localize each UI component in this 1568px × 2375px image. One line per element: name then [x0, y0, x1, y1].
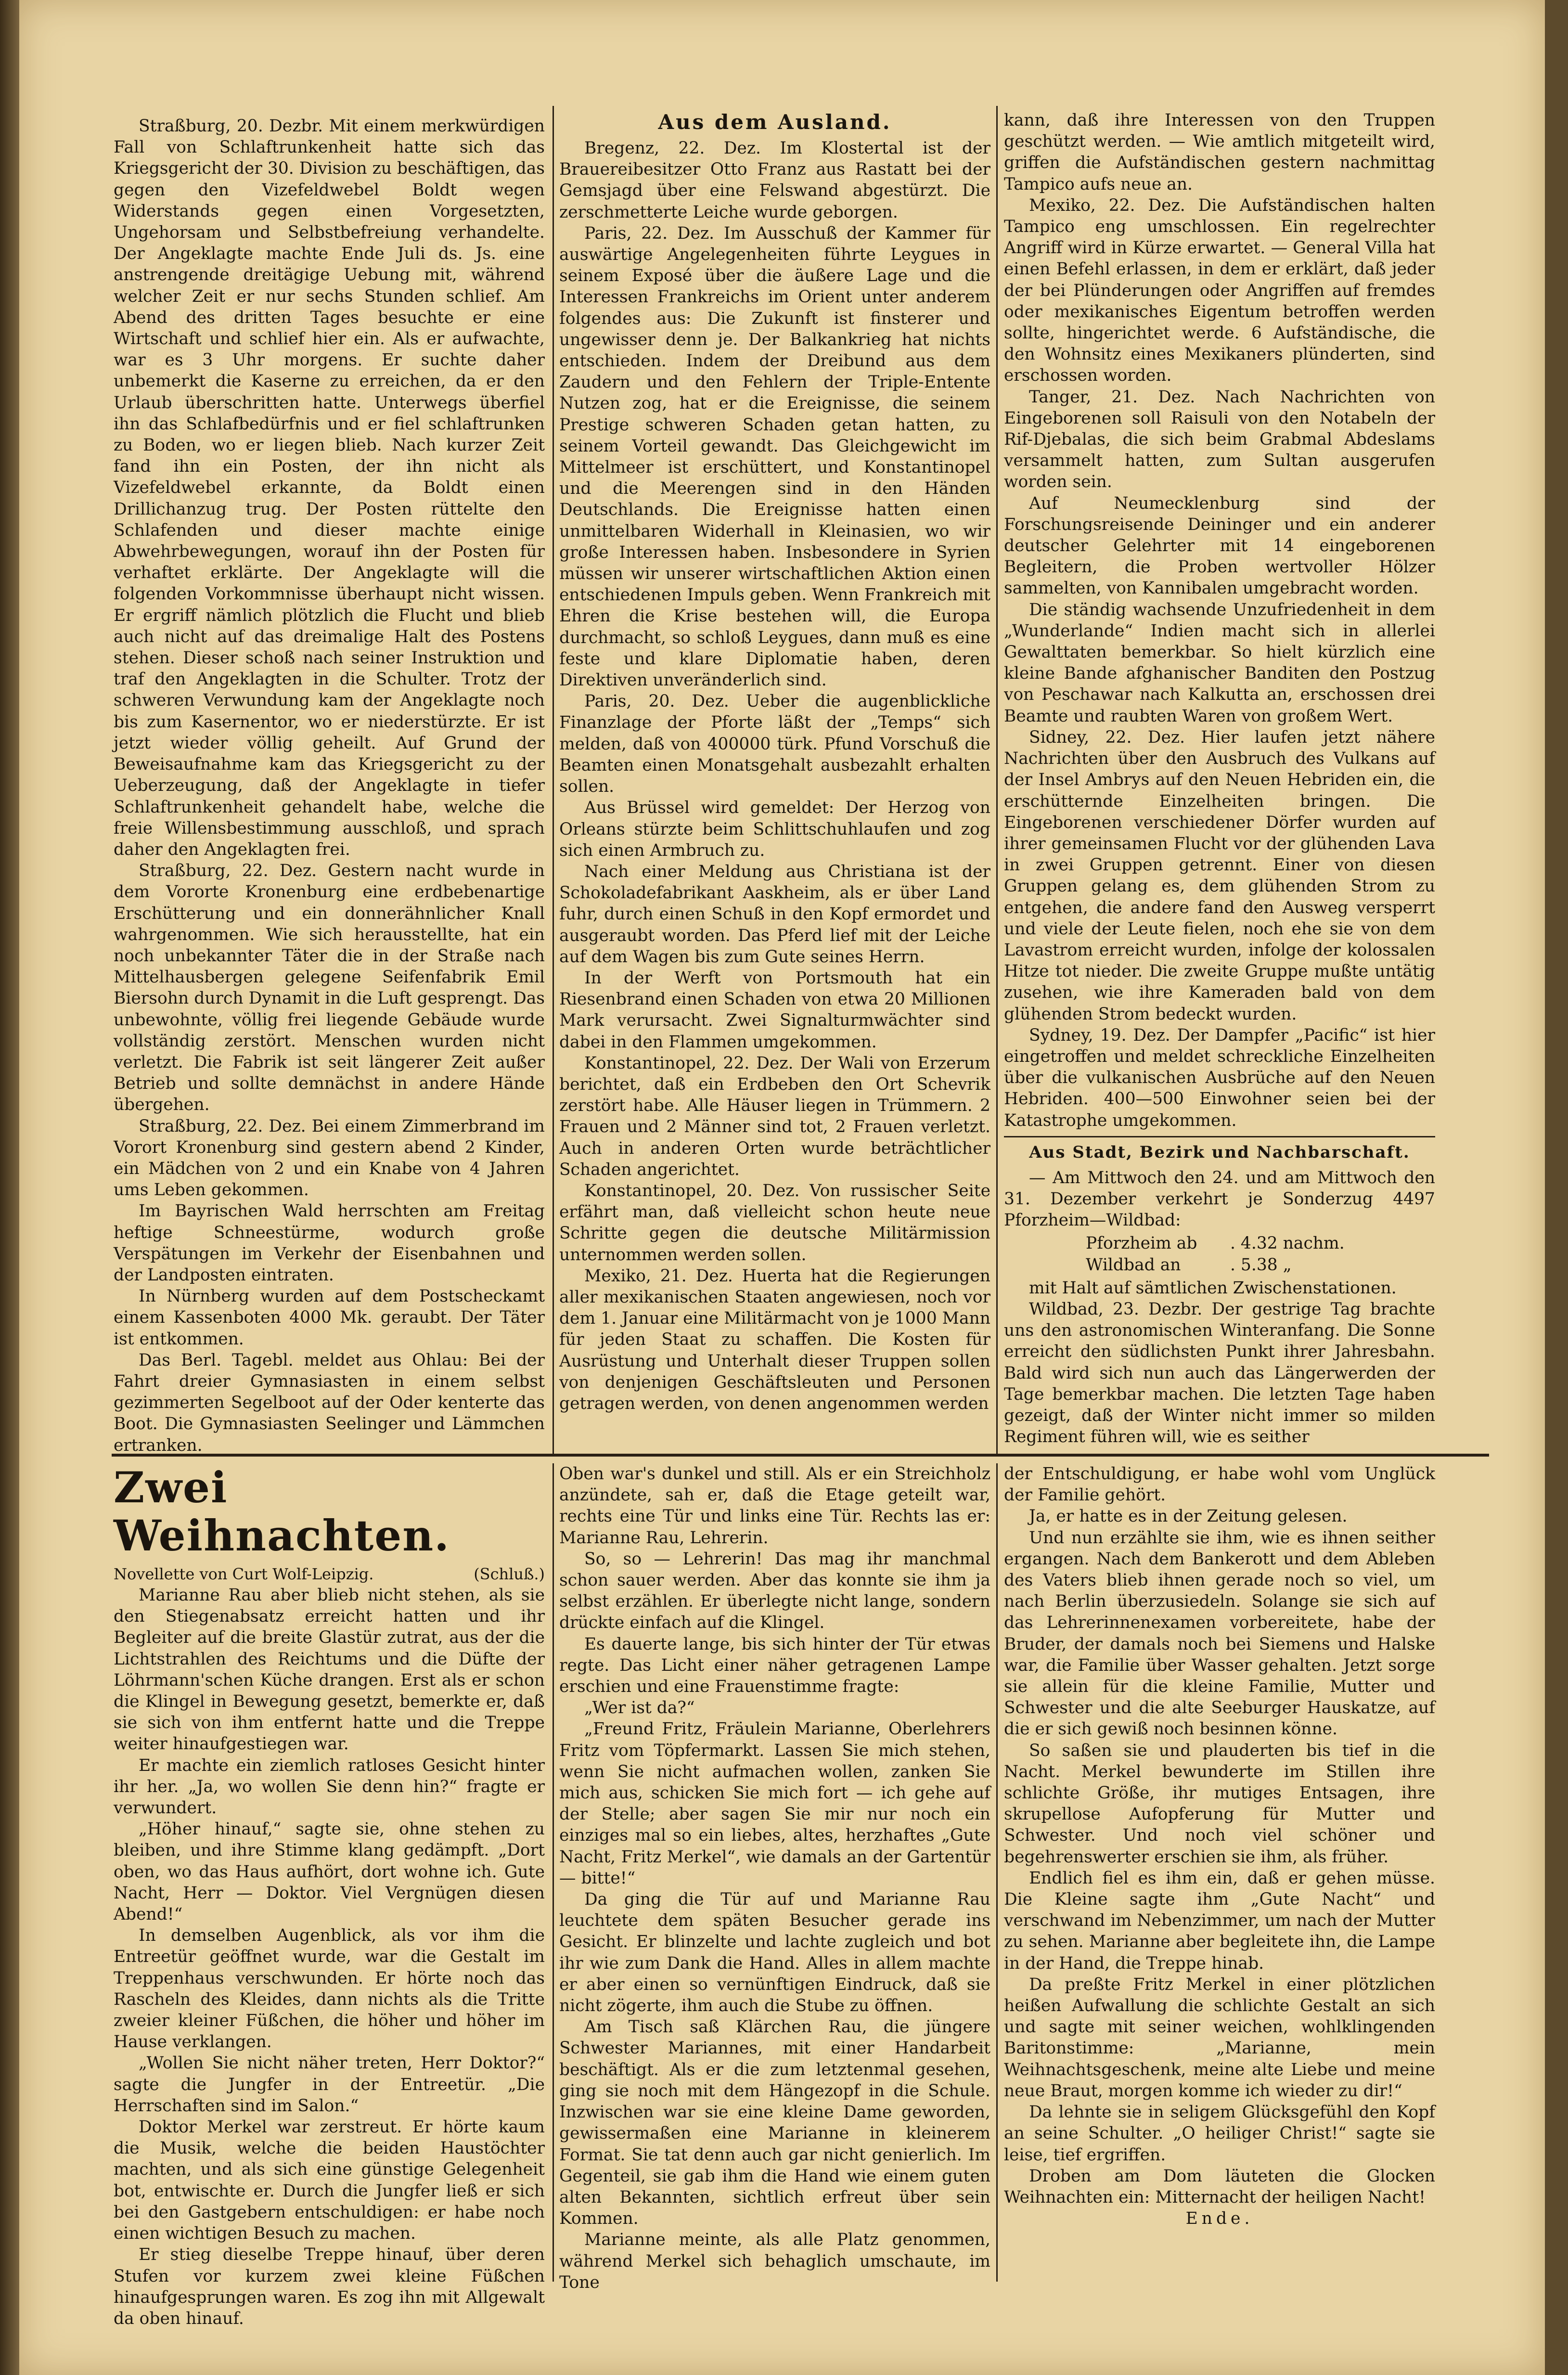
article-konstantinopel-1: Konstantinopel, 22. Dez. Der Wali von Erzerum berichtet, daß ein Erdbeben den Ort Schevrik zerstört habe. Alle Häuser liegen in Trümmern. 2 Frauen und 2 Männer sind tot, 2 Frauen verletzt. Auch in anderen Orten wurde beträchtlicher Schaden angerichtet. — [559, 1053, 990, 1179]
article-strassburg-1: Straßburg, 20. Dezbr. Mit einem merkwürdigen Fall von Schlaftrunkenheit hatte sich das Kriegsgericht der 30. Division zu beschäftigen, das gegen den Vizefeldwebel Boldt wegen Widerstands gegen einen Vorgesetzten, Ungehorsam und Selbstbefreiung verhandelte. Der Angeklagte machte Ende Juli ds. Js. eine anstrengende dreitägige Uebung mit, während welcher Zeit er nur sechs Stunden schlief. Am Abend des dritten Tages besuchte er eine Wirtschaft und schlief hier ein. Als er aufwachte, war es 3 Uhr morgens. Er suchte daher unbemerkt die Kaserne zu erreichen, da er den Urlaub überschritten hatte. Unterwegs überfiel ihn das Schlafbedürfnis und er fiel schlaftrunken zu Boden, wo er liegen blieb. Nach kurzer Zeit fand ihn ein Posten, der ihn nicht als Vizefeldwebel erkannte, da Boldt einen Drillichanzug trug. Der Posten rüttelte den Schlafenden und dieser machte einige Abwehrbewegungen, worauf ihn der Posten für verhaftet erklärte. Der Angeklagte will die folgenden Vorkommnisse überhaupt nicht wissen. Er ergriff nämlich plötzlich die Flucht und blieb auch nicht auf das dreimalige Halt des Postens stehen. Dieser schoß nach seiner Instruktion und traf den Angeklagten in die Schulter. Trotz der schweren Verwundung kam der Angeklagte noch bis zum Kasernentor, wo er niederstürzte. Er ist jetzt wieder völlig geheilt. Auf Grund der Beweisaufnahme kam das Kriegsgericht zu der Ueberzeugung, daß der Angeklagte in tiefer Schlaftrunkenheit gehandelt habe, welche die freie Willensbestimmung ausschloß, und sprach daher den Angeklagten frei. — [114, 116, 545, 859]
story-paragraph: „Höher hinauf,“ sagte sie, ohne stehen zu bleiben, und ihre Stimme klang gedämpft. „Dort oben, wo das Haus aufhört, dort wohne ich. Gute Nacht, Herr — Doktor. Viel Vergnügen diesen Abend!“ — [114, 1820, 545, 1924]
article-neumecklenburg: Auf Neumecklenburg sind der Forschungsreisende Deininger und ein anderer deutscher Gelehrter mit 14 eingeborenen Begleitern, die Proben wertvoller Hölzer sammelten, von Kannibalen umgebracht worden. — [1004, 493, 1435, 598]
article-sonderzug: — Am Mittwoch den 24. und am Mittwoch den 31. Dezember verkehrt je Sonderzug 4497 Pforzheim—Wildbad: — [1004, 1168, 1435, 1230]
schedule-place: Pforzheim ab — [1086, 1234, 1197, 1253]
article-paris-1: Paris, 22. Dez. Im Ausschuß der Kammer für auswärtige Angelegenheiten führte Leygues in seinem Exposé über die äußere Lage und die Interessen Frankreichs im Orient unter anderem folgendes aus: Die Zukunft ist finsterer und ungewisser denn je. Der Balkankrieg hat nichts entschieden. Indem der Dreibund aus dem Zaudern und den Fehlern der Triple-Entente Nutzen zog, hat er die Ereignisse, die seinem Prestige schweren Schaden getan hatten, zu seinem Vorteil gewandt. Das Gleichgewicht im Mittelmeer ist erschüttert, und Konstantinopel und die Meerengen sind in den Händen Deutschlands. Die Ereignisse hatten einen unmittelbaren Widerhall in Kleinasien, wo wir große Interessen haben. Insbesondere in Syrien müssen wir unserer wirtschaftlichen Aktion einen entschiedenen Impuls geben. Wenn Frankreich mit Ehren die Krise bestehen will, die Europa durchmacht, so schloß Leygues, dann muß es eine feste und klare Diplomatie haben, deren Direktiven unveränderlich sind. — [559, 223, 990, 690]
article-bruessel: Aus Brüssel wird gemeldet: Der Herzog von Orleans stürzte beim Schlittschuhlaufen und zog sich einen Armbruch zu. — [559, 798, 990, 860]
story-paragraph: Da ging die Tür auf und Marianne Rau leuchtete dem späten Besucher gerade ins Gesicht. Er blinzelte und lachte zugleich und bot ihr wie zum Dank die Hand. Alles in allem machte er aber einen so vernünftigen Eindruck, daß sie nicht zögerte, ihm auch die Stube zu öffnen. — [559, 1890, 990, 2016]
article-konstantinopel-2: Konstantinopel, 20. Dez. Von russischer Seite erfährt man, daß vielleicht schon heute neue Schritte gegen die deutsche Militärmission unternommen werden sollen. — [559, 1181, 990, 1265]
article-bayrischer-wald: Im Bayrischen Wald herrschten am Freitag heftige Schneestürme, wodurch große Verspätungen im Verkehr der Eisenbahnen und der Landposten eintraten. — [114, 1201, 545, 1285]
story-end-mark: Ende. — [1185, 2209, 1254, 2229]
story-paragraph: der Entschuldigung, er habe wohl vom Unglück der Familie gehört. — [1004, 1464, 1435, 1505]
story-column-2 — [559, 1463, 990, 2292]
news-column-1 — [114, 116, 545, 1455]
story-paragraph: So saßen sie und plauderten bis tief in die Nacht. Merkel bewunderte im Stillen ihre schlichte Größe, ihr mutiges Entsagen, ihre skrupellose Aufopferung für Mutter und Schwester. Und noch viel schöner und begehrenswerter erschien sie ihm, als früher. — [1004, 1741, 1435, 1867]
story-title: Zwei Weihnachten. — [114, 1462, 450, 1561]
story-paragraph: „Freund Fritz, Fräulein Marianne, Oberlehrers Fritz vom Töpfermarkt. Lassen Sie mich stehen, wenn Sie nicht aufmachen wollen, zanken Sie mich aus, schicken Sie mich fort — ich gehe auf der Stelle; aber sagen Sie mir nur noch ein einziges mal so ein liebes, altes, herzhaftes „Gute Nacht, Fritz Merkel“, wie damals an der Gartentür — bitte!“ — [559, 1719, 990, 1888]
story-paragraph: In demselben Augenblick, als vor ihm die Entreetür geöffnet wurde, war die Gestalt im Treppenhaus verschwunden. Er hörte noch das Rascheln des Kleides, dann nichts als die Tritte zweier kleiner Füßchen, die höher und höher im Hause verklangen. — [114, 1926, 545, 2052]
story-column-1 — [114, 1462, 545, 2328]
story-paragraph: Oben war's dunkel und still. Als er ein Streichholz anzündete, sah er, daß die Etage geteilt war, rechts eine Tür und links eine Tür. Rechts las er: Marianne Rau, Lehrerin. — [559, 1464, 990, 1548]
story-column-rule-1 — [553, 1463, 554, 2282]
story-part-label: (Schluß.) — [474, 1565, 545, 1583]
story-paragraph: Es dauerte lange, bis sich hinter der Tür etwas regte. Das Licht einer näher getragenen Lampe erschien und eine Frauenstimme fragte: — [559, 1634, 990, 1697]
story-paragraph: Am Tisch saß Klärchen Rau, die jüngere Schwester Mariannes, mit einer Handarbeit beschäftigt. Als er die zum letztenmal gesehen, ging sie noch mit dem Hängezopf in die Schule. Inzwischen war sie eine kleine Dame geworden, gewissermaßen eine Marianne in kleinerem Format. Sie tat denn auch gar nicht genierlich. Im Gegenteil, sie gab ihm die Hand wie einem guten alten Bekannten, sichtlich erfreut über sein Kommen. — [559, 2017, 990, 2229]
story-paragraph: Endlich fiel es ihm ein, daß er gehen müsse. Die Kleine sagte ihm „Gute Nacht“ und verschwand im Nebenzimmer, um nach der Mutter zu sehen. Marianne aber begleitete ihn, die Lampe in der Hand, die Treppe hinab. — [1004, 1868, 1435, 1973]
article-ohlau: Das Berl. Tagebl. meldet aus Ohlau: Bei der Fahrt dreier Gymnasiasten in einem selbst gezimmerten Segelboot auf der Oder kenterte das Boot. Die Gymnasiasten Seelinger und Lämmchen ertranken. — [114, 1350, 545, 1455]
story-paragraph: Ja, er hatte es in der Zeitung gelesen. — [1029, 1507, 1348, 1526]
news-column-3 — [1004, 110, 1435, 1449]
story-paragraph: Marianne Rau aber blieb nicht stehen, als sie den Stiegenabsatz erreicht hatten und ihr Begleiter auf die breite Glastür zutrat, aus der die Lichtstrahlen des Reichtums und die Düfte der Löhrmann'schen Küche drangen. Erst als er schon die Klingel in Bewegung gesetzt, bemerkte er, daß sie sich von ihm entfernt hatte und die Treppe weiter hinaufgestiegen war. — [114, 1586, 545, 1754]
article-wildbad: Wildbad, 23. Dezbr. Der gestrige Tag brachte uns den astronomischen Winteranfang. Die Sonne erreicht den südlichsten Punkt ihrer Jahresbahn. Bald wird sich nun auch das Längerwerden der Tage bemerkbar machen. Die letzten Tage haben gezeigt, daß der Winter nicht immer so milden Regiment führen will, wie es seither — [1004, 1299, 1435, 1447]
book-spine — [0, 0, 19, 2375]
section-heading-stadt: Aus Stadt, Bezirk und Nachbarschaft. — [1004, 1136, 1435, 1163]
article-sydney: Sydney, 19. Dez. Der Dampfer „Pacific“ ist hier eingetroffen und meldet schreckliche Einzelheiten über die vulkanischen Ausbrüche auf den Neuen Hebriden. 400—500 Einwohner seien bei der Katastrophe umgekommen. — [1004, 1025, 1435, 1130]
article-strassburg-3: Straßburg, 22. Dez. Bei einem Zimmerbrand im Vorort Kronenburg sind gestern abend 2 Kinder, ein Mädchen von 2 und ein Knabe von 4 Jahren ums Leben gekommen. — [114, 1116, 545, 1200]
story-paragraph: Droben am Dom läuteten die Glocken Weihnachten ein: Mitternacht der heiligen Nacht! — [1004, 2166, 1435, 2207]
story-paragraph: Er machte ein ziemlich ratloses Gesicht hinter ihr her. „Ja, wo wollen Sie denn hin?“ fragte er verwundert. — [114, 1755, 545, 1818]
article-bregenz: Bregenz, 22. Dez. Im Klostertal ist der Brauereibesitzer Otto Franz aus Rastatt bei der Gemsjagd über eine Felswand abgestürzt. Die zerschmetterte Leiche wurde geborgen. — [559, 139, 990, 222]
schedule-time: . 4.32 nachm. — [1230, 1234, 1345, 1253]
story-column-rule-2 — [996, 1463, 998, 2282]
story-byline-row — [114, 1563, 545, 1585]
article-mexiko-2: Mexiko, 22. Dez. Die Aufständischen halten Tampico eng umschlossen. Ein regelrechter Angriff wird in Kürze erwartet. — General Villa hat einen Befehl erlassen, in dem er erklärt, daß jeder der bei Plünderungen oder Angriffen auf fremdes oder mexikanisches Eigentum betroffen werden sollte, hingerichtet werde. 6 Aufständische, die den Wohnsitz eines Mexikaners plünderten, sind erschossen worden. — [1004, 195, 1435, 386]
story-column-3 — [1004, 1463, 1435, 2282]
article-strassburg-2: Straßburg, 22. Dez. Gestern nacht wurde in dem Vororte Kronenburg eine erdbebenartige Erschütterung und ein donnerähnlicher Knall wahrgenommen. Wie sich herausstellte, hat ein noch unbekannter Täter die in der Straße nach Mittelhausbergen gelegene Seifenfabrik Emil Biersohn durch Dynamit in die Luft gesprengt. Das unbewohnte, völlig frei liegende Gebäude wurde vollständig zerstört. Menschen wurden nicht verletzt. Die Fabrik ist seit längerer Zeit außer Betrieb und sollte demnächst in andere Hände übergehen. — [114, 861, 545, 1115]
story-paragraph: „Wer ist da?“ — [584, 1698, 695, 1718]
schedule-row — [1004, 1254, 1435, 1276]
article-nuernberg: In Nürnberg wurden auf dem Postscheckamt einem Kassenboten 4000 Mk. geraubt. Der Täter ist entkommen. — [114, 1287, 545, 1349]
story-paragraph: „Wollen Sie nicht näher treten, Herr Doktor?“ sagte die Jungfer in der Entreetür. „Die Herrschaften sind im Salon.“ — [114, 2053, 545, 2116]
story-byline: Novellette von Curt Wolf-Leipzig. — [114, 1565, 374, 1583]
schedule-note: mit Halt auf sämtlichen Zwischenstationen. — [1029, 1278, 1397, 1298]
train-schedule — [1004, 1233, 1435, 1275]
story-paragraph: Und nun erzählte sie ihm, wie es ihnen seither ergangen. Nach dem Bankerott und dem Ableben des Vaters blieb ihnen gerade noch so viel, um nach Berlin überzusiedeln. Solange sie sich auf das Lehrerinnenexamen vorbereitete, habe der Bruder, der damals noch bei Siemens und Halske war, die Familie über Wasser gehalten. Jetzt sorge sie allein für die kleine Familie, Mutter und Schwester und die alte Seeburger Hauskatze, auf die er sich gewiß noch besinnen könne. — [1004, 1528, 1435, 1739]
article-mexiko-continued: kann, daß ihre Interessen von den Truppen geschützt werden. — Wie amtlich mitgeteilt wird, griffen die Aufständischen gestern nachmittag Tampico aufs neue an. — [1004, 111, 1435, 194]
schedule-row — [1004, 1233, 1435, 1254]
column-rule-1 — [553, 106, 554, 1454]
story-paragraph: Er stieg dieselbe Treppe hinauf, über deren Stufen vor kurzem zwei kleine Füßchen hinaufgesprungen waren. Es zog ihn mit Allgewalt da oben hinauf. — [114, 2245, 545, 2328]
story-paragraph: Da lehnte sie in seligem Glücksgefühl den Kopf an seine Schulter. „O heiliger Christ!“ sagte sie leise, tief ergriffen. — [1004, 2103, 1435, 2165]
article-paris-2: Paris, 20. Dez. Ueber die augenblickliche Finanzlage der Pforte läßt der „Temps“ sich melden, daß von 400000 türk. Pfund Vorschuß die Beamten einen Monatsgehalt ausbezahlt erhalten sollen. — [559, 692, 990, 797]
article-tanger: Tanger, 21. Dez. Nach Nachrichten von Eingeborenen soll Raisuli von den Notabeln der Rif-Djebalas, die sich beim Grabmal Abdeslams versammelt hatten, zum Sultan ausgerufen worden sein. — [1004, 387, 1435, 492]
story-paragraph: So, so — Lehrerin! Das mag ihr manchmal schon sauer werden. Aber das konnte sie ihm ja selbst erzählen. Er überlegte nicht lange, sondern drückte einfach auf die Klingel. — [559, 1549, 990, 1633]
schedule-place: Wildbad an — [1086, 1255, 1181, 1275]
schedule-time: . 5.38 „ — [1230, 1255, 1292, 1275]
section-heading-ausland: Aus dem Ausland. — [658, 110, 892, 134]
news-column-2 — [559, 110, 990, 1449]
article-indien: Die ständig wachsende Unzufriedenheit in dem „Wunderlande“ Indien macht sich in allerlei Gewalttaten bemerkbar. So hielt kürzlich eine kleine Bande afghanischer Banditen den Postzug von Peschawar nach Kalkutta an, erschossen drei Beamte und raubten Waren von großem Wert. — [1004, 600, 1435, 726]
column-rule-2 — [996, 106, 998, 1454]
article-sidney: Sidney, 22. Dez. Hier laufen jetzt nähere Nachrichten über den Ausbruch des Vulkans auf der Insel Ambrys auf den Neuen Hebriden ein, die erschütternde Einzelheiten bringen. Die Eingeborenen verschiedener Dörfer wurden auf ihrer gemeinsamen Flucht vor der glühenden Lava in zwei Gruppen getrennt. Einer von diesen Gruppen gelang es, dem glühenden Strom zu entgehen, die andere fand den Ausweg versperrt und viele der Leute fielen, noch ehe sie von dem Lavastrom erreicht wurden, infolge der kolossalen Hitze tot nieder. Die zweite Gruppe mußte untätig zusehen, wie ihre Kameraden bald von dem glühenden Strom bedeckt wurden. — [1004, 727, 1435, 1024]
article-portsmouth: In der Werft von Portsmouth hat ein Riesenbrand einen Schaden von etwa 20 Millionen Mark verursacht. Zwei Signalturmwächter sind dabei in den Flammen umgekommen. — [559, 968, 990, 1052]
article-christiana: Nach einer Meldung aus Christiana ist der Schokoladefabrikant Aaskheim, als er über Land fuhr, durch einen Schuß in den Kopf ermordet und ausgeraubt worden. Das Pferd lief mit der Leiche auf dem Wagen bis zum Gute seines Herrn. — [559, 862, 990, 967]
story-paragraph: Marianne meinte, als alle Platz genommen, während Merkel sich behaglich umschaute, im Tone — [559, 2230, 990, 2292]
story-paragraph: Da preßte Fritz Merkel in einer plötzlichen heißen Aufwallung die schlichte Gestalt an sich und sagte mit seiner weichen, wohlklingenden Baritonstimme: „Marianne, mein Weihnachtsgeschenk, meine alte Liebe und meine neue Braut, morgen komme ich wieder zu dir!“ — [1004, 1975, 1435, 2101]
article-mexiko-1: Mexiko, 21. Dez. Huerta hat die Regierungen aller mexikanischen Staaten angewiesen, noch vor dem 1. Januar eine Militärmacht von je 1000 Mann für jeden Staat zu schaffen. Die Kosten für Ausrüstung und Unterhalt dieser Truppen sollen von denjenigen Geschäftsleuten und Personen getragen werden, von denen angenommen werden — [559, 1266, 990, 1413]
story-paragraph: Doktor Merkel war zerstreut. Er hörte kaum die Musik, welche die beiden Haustöchter machten, und als sich eine günstige Gelegenheit bot, entwischte er. Durch die Jungfer ließ er sich bei den Gastgebern entschuldigen: er habe noch einen wichtigen Besuch zu machen. — [114, 2117, 545, 2244]
